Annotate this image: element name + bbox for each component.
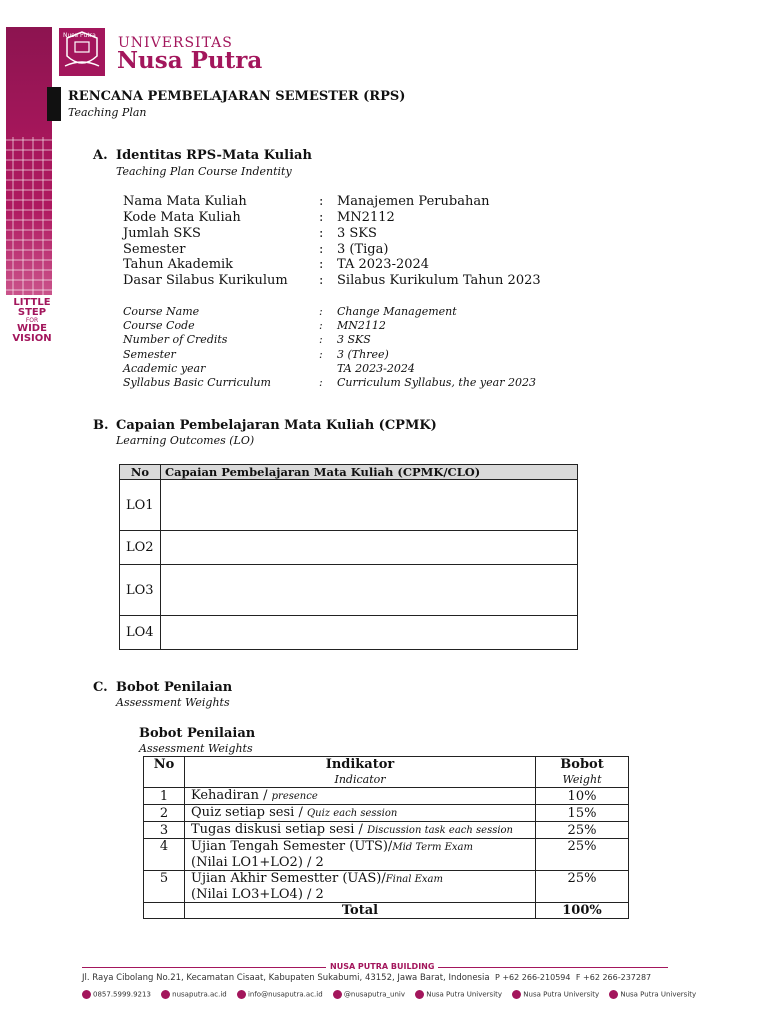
- total-value: 100%: [536, 903, 629, 919]
- section-b-subtitle: Learning Outcomes (LO): [116, 434, 255, 447]
- indicator-text: Ujian Tengah Semester (UTS)/: [191, 839, 393, 854]
- footer-address-line: [82, 973, 651, 983]
- weights-table-subtitle: Assessment Weights: [139, 742, 253, 755]
- row-no: 1: [144, 788, 185, 805]
- tagline-word: LITTLE: [13, 297, 51, 308]
- contact-text: @nusaputra_univ: [343, 990, 405, 999]
- column-header-no: [144, 757, 185, 788]
- row-weight: 25%: [536, 871, 629, 903]
- separator: :: [319, 305, 323, 318]
- identity-value-en: Curriculum Syllabus, the year 2023: [337, 376, 536, 389]
- section-title: Identitas RPS-Mata Kuliah: [116, 148, 312, 163]
- identity-value-en: 3 SKS: [337, 333, 371, 346]
- section-letter: C.: [93, 680, 108, 695]
- identity-key: Tahun Akademik: [123, 257, 234, 272]
- weights-table-title: Bobot Penilaian: [139, 726, 256, 741]
- whatsapp-icon: [82, 990, 91, 999]
- contact-whatsapp[interactable]: [82, 990, 151, 999]
- column-header-cpmk: Capaian Pembelajaran Mata Kuliah (CPMK/CLO): [161, 465, 578, 480]
- tagline-word: VISION: [12, 333, 52, 344]
- separator: :: [319, 333, 323, 346]
- row-weight: 25%: [536, 822, 629, 839]
- contact-text: nusaputra.ac.id: [172, 990, 227, 999]
- contact-facebook[interactable]: [415, 990, 502, 999]
- separator: :: [319, 319, 323, 332]
- column-header-weight: [536, 757, 629, 788]
- row-no: 2: [144, 805, 185, 822]
- contact-instagram[interactable]: [512, 990, 599, 999]
- identity-value: Silabus Kurikulum Tahun 2023: [337, 273, 541, 288]
- footer-address: Jl. Raya Cibolang No.21, Kecamatan Cisaat, Kabupaten Sukabumi, 43152, Jawa Barat, Indonesia: [82, 973, 490, 983]
- identity-value: 3 SKS: [337, 226, 377, 241]
- row-weight: 25%: [536, 839, 629, 871]
- row-indicator: [185, 839, 536, 871]
- table-header-row: [120, 465, 578, 480]
- globe-icon: [161, 990, 170, 999]
- contact-email[interactable]: [237, 990, 323, 999]
- total-empty-cell: [144, 903, 185, 919]
- indicator-formula: (Nilai LO3+LO4) / 2: [191, 887, 324, 902]
- footer-contacts: [82, 990, 704, 999]
- total-label: Total: [185, 903, 536, 919]
- identity-value: MN2112: [337, 210, 395, 225]
- header-indicator-label: Indikator: [325, 757, 395, 772]
- indicator-text-en: Final Exam: [385, 874, 444, 885]
- tagline-word: WIDE: [17, 323, 47, 334]
- sidebar-fade: [6, 207, 52, 295]
- identity-key: Jumlah SKS: [123, 226, 201, 241]
- document-title: RENCANA PEMBELAJARAN SEMESTER (RPS): [68, 89, 406, 104]
- indicator-formula: (Nilai LO1+LO2) / 2: [191, 855, 324, 870]
- row-no: 5: [144, 871, 185, 903]
- lo-cell: LO3: [120, 565, 161, 616]
- indicator-text: Tugas diskusi setiap sesi /: [191, 822, 368, 837]
- weights-table: [143, 756, 629, 919]
- table-row: [144, 871, 629, 903]
- identity-key: Nama Mata Kuliah: [123, 194, 247, 209]
- tagline: [6, 298, 58, 344]
- row-no: 4: [144, 839, 185, 871]
- separator: :: [319, 242, 324, 257]
- indicator-text: Ujian Akhir Semestter (UAS)/: [191, 871, 386, 886]
- footer-phone: P +62 266-210594: [494, 973, 571, 982]
- twitter-icon: [333, 990, 342, 999]
- identity-value-en: MN2112: [337, 319, 386, 332]
- identity-value: TA 2023-2024: [337, 257, 430, 272]
- row-no: 3: [144, 822, 185, 839]
- facebook-icon: [415, 990, 424, 999]
- cpmk-cell: [161, 531, 578, 565]
- total-row: [144, 903, 629, 919]
- lo-cell: LO2: [120, 531, 161, 565]
- indicator-text: Quiz setiap sesi /: [191, 805, 307, 820]
- section-b-heading: [93, 418, 437, 433]
- table-row: [120, 480, 578, 531]
- title-marker: [47, 87, 61, 121]
- cpmk-table: [119, 464, 578, 650]
- footer-title: NUSA PUTRA BUILDING: [326, 962, 438, 971]
- header-weight-label: Bobot: [560, 757, 604, 772]
- header-indicator-sub: Indicator: [334, 773, 386, 786]
- row-indicator: [185, 805, 536, 822]
- separator: :: [319, 210, 324, 225]
- identity-key: Dasar Silabus Kurikulum: [123, 273, 288, 288]
- university-label: UNIVERSITAS: [118, 35, 233, 51]
- identity-key-en: Course Code: [123, 319, 195, 332]
- section-title: Capaian Pembelajaran Mata Kuliah (CPMK): [116, 418, 437, 433]
- row-indicator: [185, 788, 536, 805]
- contact-youtube[interactable]: [609, 990, 696, 999]
- lo-cell: LO4: [120, 616, 161, 650]
- identity-key-en: Academic year: [123, 362, 206, 375]
- footer-fax: F +62 266-237287: [575, 973, 652, 982]
- row-weight: 15%: [536, 805, 629, 822]
- document-subtitle: Teaching Plan: [68, 106, 147, 119]
- separator: :: [319, 376, 323, 389]
- identity-key: Semester: [123, 242, 186, 257]
- row-weight: 10%: [536, 788, 629, 805]
- section-title: Bobot Penilaian: [116, 680, 233, 695]
- separator: :: [319, 194, 324, 209]
- contact-twitter[interactable]: [333, 990, 405, 999]
- university-name: Nusa Putra: [117, 47, 263, 74]
- indicator-text-en: Quiz each session: [306, 808, 398, 819]
- header-weight-sub: Weight: [562, 773, 602, 786]
- cpmk-cell: [161, 480, 578, 531]
- table-header-row: [144, 757, 629, 788]
- separator: :: [319, 273, 324, 288]
- section-c-subtitle: Assessment Weights: [116, 696, 230, 709]
- contact-text: 0857.5999.9213: [93, 990, 151, 999]
- section-letter: A.: [93, 148, 108, 163]
- tagline-word: STEP: [17, 307, 47, 318]
- contact-text: Nusa Putra University: [523, 990, 600, 999]
- identity-key-en: Number of Credits: [123, 333, 228, 346]
- table-row: [120, 531, 578, 565]
- separator: :: [319, 257, 324, 272]
- row-indicator: [185, 822, 536, 839]
- indicator-text-en: Mid Term Exam: [392, 842, 473, 853]
- identity-value-en: 3 (Three): [337, 348, 389, 361]
- section-c-heading: [93, 680, 232, 695]
- table-row: [120, 565, 578, 616]
- row-indicator: [185, 871, 536, 903]
- identity-key: Kode Mata Kuliah: [123, 210, 241, 225]
- contact-website[interactable]: [161, 990, 227, 999]
- sidebar-brand-strip: [6, 27, 52, 295]
- identity-value-en: TA 2023-2024: [337, 362, 415, 375]
- table-row: [144, 839, 629, 871]
- column-header-no: No: [120, 465, 161, 480]
- separator: :: [319, 226, 324, 241]
- indicator-text-en: presence: [271, 791, 318, 802]
- section-a-subtitle: Teaching Plan Course Indentity: [116, 165, 292, 178]
- tagline-word: FOR: [25, 317, 39, 324]
- identity-value: Manajemen Perubahan: [337, 194, 490, 209]
- table-row: [120, 616, 578, 650]
- separator: :: [319, 348, 323, 361]
- table-row: [144, 788, 629, 805]
- contact-text: Nusa Putra University: [426, 990, 503, 999]
- section-a-heading: [93, 148, 312, 163]
- column-header-indicator: [185, 757, 536, 788]
- identity-key-en: Course Name: [123, 305, 200, 318]
- university-logo: [59, 28, 105, 76]
- lo-cell: LO1: [120, 480, 161, 531]
- section-letter: B.: [93, 418, 109, 433]
- identity-key-en: Syllabus Basic Curriculum: [123, 376, 271, 389]
- indicator-text-en: Discussion task each session: [367, 825, 513, 836]
- logo-badge-text: Nusa Putra: [63, 32, 96, 39]
- youtube-icon: [609, 990, 618, 999]
- contact-text: info@nusaputra.ac.id: [247, 990, 323, 999]
- identity-key-en: Semester: [123, 348, 176, 361]
- identity-value: 3 (Tiga): [337, 242, 389, 257]
- table-row: [144, 805, 629, 822]
- mail-icon: [237, 990, 246, 999]
- header-no-label: No: [153, 757, 175, 772]
- cpmk-cell: [161, 565, 578, 616]
- table-row: [144, 822, 629, 839]
- contact-text: Nusa Putra University: [620, 990, 697, 999]
- instagram-icon: [512, 990, 521, 999]
- indicator-text: Kehadiran /: [191, 788, 272, 803]
- identity-value-en: Change Management: [337, 305, 457, 318]
- cpmk-cell: [161, 616, 578, 650]
